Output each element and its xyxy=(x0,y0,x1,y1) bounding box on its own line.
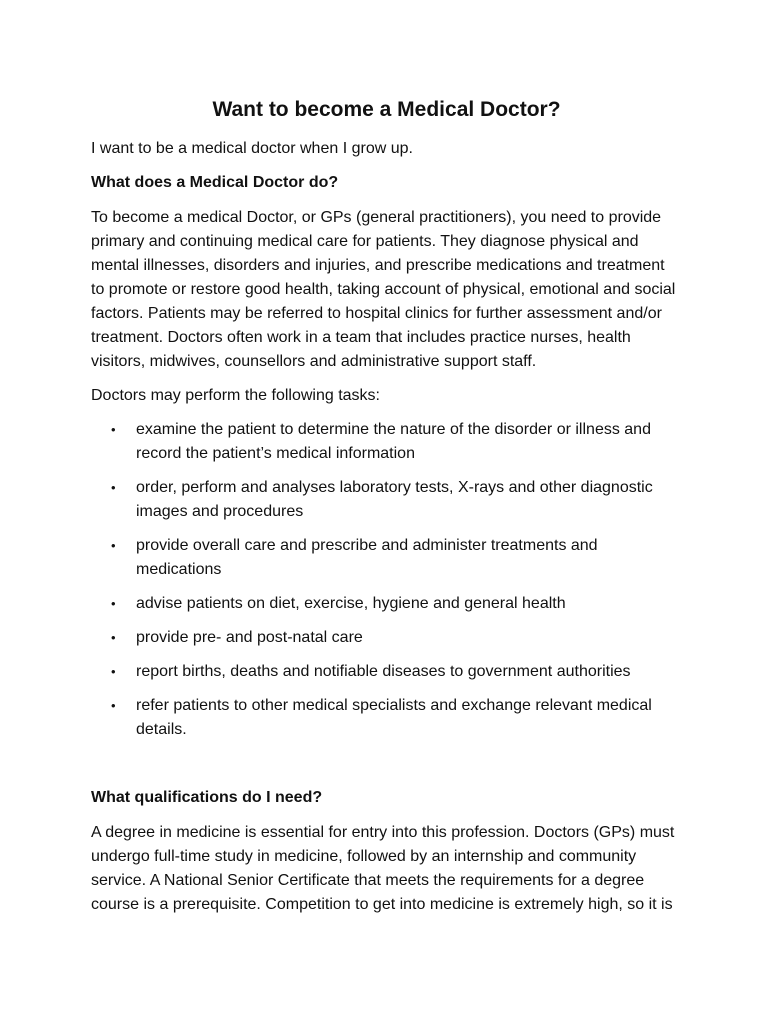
list-item xyxy=(91,418,682,466)
bullet-icon: • xyxy=(111,538,116,553)
bullet-icon: • xyxy=(111,664,116,679)
section-heading-what-does: What does a Medical Doctor do? xyxy=(91,174,339,191)
list-item xyxy=(91,626,682,650)
bullet-icon: • xyxy=(111,596,116,611)
list-item-text: order, perform and analyses laboratory tests, X-rays and other diagnostic images and procedures xyxy=(136,479,653,520)
list-item xyxy=(91,476,682,524)
section-body-what-does: To become a medical Doctor, or GPs (general practitioners), you need to provide primary and continuing medical care for patients. They diagnose physical and mental illnesses, disorders and injuries, and prescribe medications and treatment to promote or restore good health, taking account of physical, emotional and social factors. Patients may be referred to hospital clinics for further assessment and/or treatment. Doctors often work in a team that includes practice nurses, health visitors, midwives, counsellors and administrative support staff. xyxy=(91,209,676,370)
section-body-qualifications: A degree in medicine is essential for entry into this profession. Doctors (GPs) must undergo full-time study in medicine, followed by an internship and community service. A National Senior Certificate that meets the requirements for a degree course is a prerequisite. Competition to get into medicine is extremely high, so it is xyxy=(91,824,675,913)
list-item xyxy=(91,592,682,616)
list-item-text: advise patients on diet, exercise, hygiene and general health xyxy=(136,595,566,612)
document-title: Want to become a Medical Doctor? xyxy=(212,98,561,121)
tasks-intro: Doctors may perform the following tasks: xyxy=(91,387,380,404)
intro-paragraph: I want to be a medical doctor when I grow up. xyxy=(91,140,413,157)
list-item-text: provide overall care and prescribe and administer treatments and medications xyxy=(136,537,598,578)
list-item xyxy=(91,660,682,684)
bullet-icon: • xyxy=(111,698,116,713)
list-item-text: examine the patient to determine the nature of the disorder or illness and record the patient’s medical information xyxy=(136,421,651,462)
list-item xyxy=(91,534,682,582)
list-item xyxy=(91,694,682,742)
spacer xyxy=(91,752,682,786)
list-item-text: report births, deaths and notifiable diseases to government authorities xyxy=(136,663,631,680)
tasks-list xyxy=(91,418,682,742)
list-item-text: refer patients to other medical specialists and exchange relevant medical details. xyxy=(136,697,652,738)
bullet-icon: • xyxy=(111,480,116,495)
list-item-text: provide pre- and post-natal care xyxy=(136,629,363,646)
bullet-icon: • xyxy=(111,422,116,437)
bullet-icon: • xyxy=(111,630,116,645)
section-heading-qualifications: What qualifications do I need? xyxy=(91,789,323,806)
